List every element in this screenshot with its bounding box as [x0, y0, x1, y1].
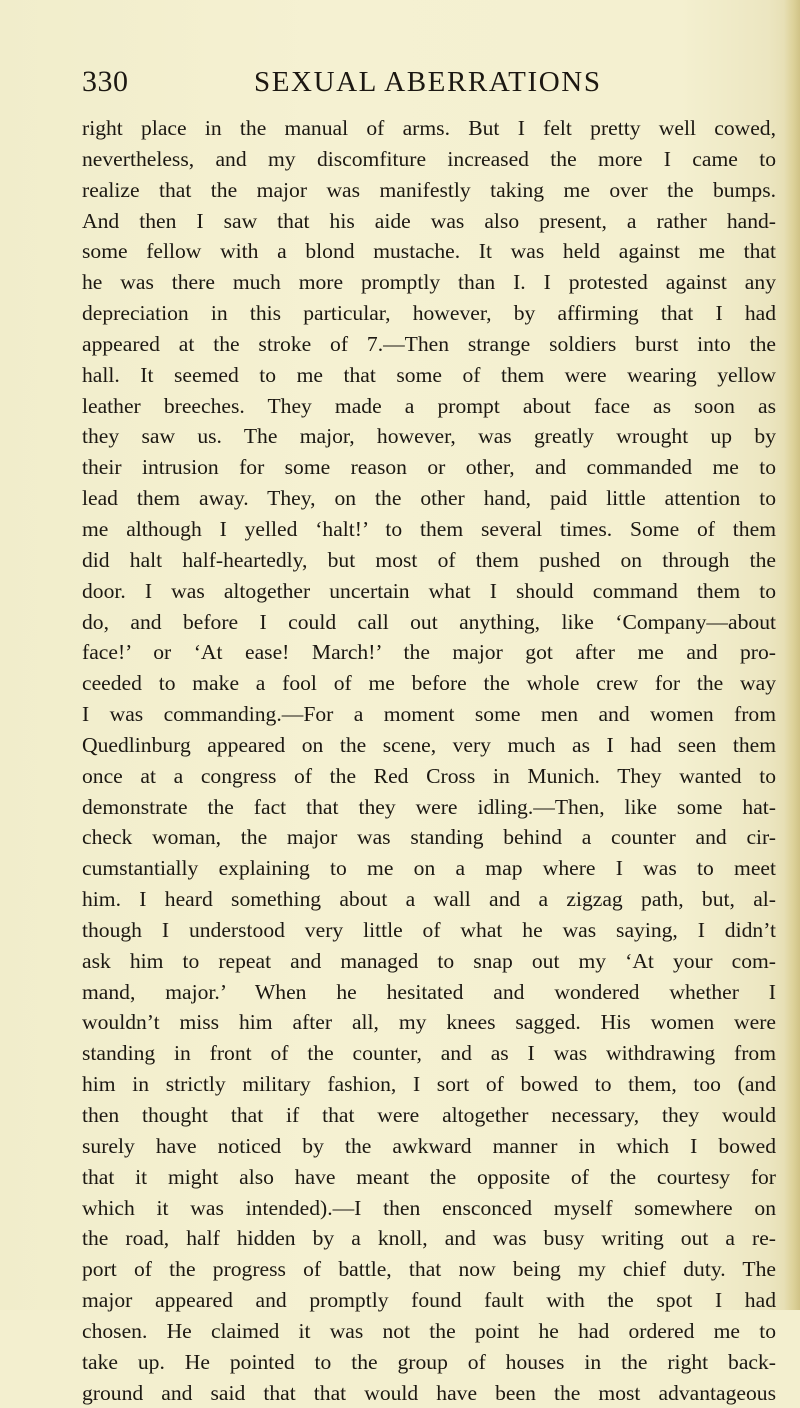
- text-line: standing in front of the counter, and as I was withdrawing from: [82, 1041, 776, 1066]
- text-line: once at a congress of the Red Cross in Munich. They wanted to: [82, 763, 776, 788]
- page-edge-shadow: [784, 0, 800, 1310]
- text-line: they saw us. The major, however, was greatly wrought up by: [82, 424, 776, 449]
- text-line: door. I was altogether uncertain what I should command them to: [82, 578, 776, 603]
- text-line: their intrusion for some reason or other, and commanded me to: [82, 455, 776, 480]
- text-line: Quedlinburg appeared on the scene, very much as I had seen them: [82, 732, 776, 757]
- text-line: mand, major.’ When he hesitated and wondered whether I: [82, 979, 776, 1004]
- text-line: leather breeches. They made a prompt about face as soon as: [82, 393, 776, 418]
- text-line: which it was intended).—I then ensconced myself somewhere on: [82, 1195, 776, 1220]
- body-text: [82, 113, 776, 1408]
- text-line: ground and said that that would have been the most advantageous: [82, 1380, 776, 1405]
- running-title: SEXUAL ABERRATIONS: [254, 66, 602, 98]
- text-line: check woman, the major was standing behind a counter and cir-: [82, 825, 776, 850]
- text-line: some fellow with a blond mustache. It was held against me that: [82, 239, 776, 264]
- text-line: nevertheless, and my discomfiture increased the more I came to: [82, 146, 776, 171]
- text-line: did halt half-heartedly, but most of them pushed on through the: [82, 547, 776, 572]
- text-line: ceeded to make a fool of me before the whole crew for the way: [82, 671, 776, 696]
- text-line: depreciation in this particular, however, by affirming that I had: [82, 301, 776, 326]
- text-line: realize that the major was manifestly taking me over the bumps.: [82, 177, 776, 202]
- text-line: then thought that if that were altogether necessary, they would: [82, 1103, 776, 1127]
- text-line: him in strictly military fashion, I sort of bowed to them, too (and: [82, 1072, 776, 1097]
- text-line: he was there much more promptly than I. I protested against any: [82, 270, 776, 295]
- text-line: chosen. He claimed it was not the point he had ordered me to: [82, 1318, 776, 1343]
- text-line: port of the progress of battle, that now being my chief duty. The: [82, 1257, 776, 1282]
- text-line: hall. It seemed to me that some of them were wearing yellow: [82, 362, 776, 387]
- text-line: lead them away. They, on the other hand, paid little attention to: [82, 486, 776, 511]
- text-line: him. I heard something about a wall and a zigzag path, but, al-: [82, 887, 776, 912]
- text-line: demonstrate the fact that they were idling.—Then, like some hat-: [82, 794, 776, 819]
- page-number: 330: [82, 65, 129, 98]
- text-line: that it might also have meant the opposite of the courtesy for: [82, 1164, 776, 1189]
- text-line: cumstantially explaining to me on a map where I was to meet: [82, 856, 776, 881]
- text-line: major appeared and promptly found fault with the spot I had: [82, 1288, 776, 1313]
- text-line: face!’ or ‘At ease! March!’ the major got after me and pro-: [82, 640, 776, 665]
- text-line: ask him to repeat and managed to snap out my ‘At your com-: [82, 948, 776, 973]
- text-line: though I understood very little of what he was saying, I didn’t: [82, 917, 776, 942]
- text-line: And then I saw that his aide was also present, a rather hand-: [82, 208, 776, 233]
- text-line: right place in the manual of arms. But I felt pretty well cowed,: [82, 116, 776, 140]
- text-line: wouldn’t miss him after all, my knees sagged. His women were: [82, 1010, 776, 1035]
- text-line: I was commanding.—For a moment some men and women from: [82, 702, 776, 727]
- text-line: the road, half hidden by a knoll, and was busy writing out a re-: [82, 1226, 776, 1251]
- text-line: appeared at the stroke of 7.—Then strange soldiers burst into the: [82, 331, 776, 356]
- text-line: do, and before I could call out anything, like ‘Company—about: [82, 609, 776, 634]
- running-head: [82, 62, 722, 102]
- text-line: surely have noticed by the awkward manner in which I bowed: [82, 1133, 776, 1158]
- text-line: me although I yelled ‘halt!’ to them several times. Some of them: [82, 516, 776, 541]
- text-line: take up. He pointed to the group of houses in the right back-: [82, 1349, 776, 1374]
